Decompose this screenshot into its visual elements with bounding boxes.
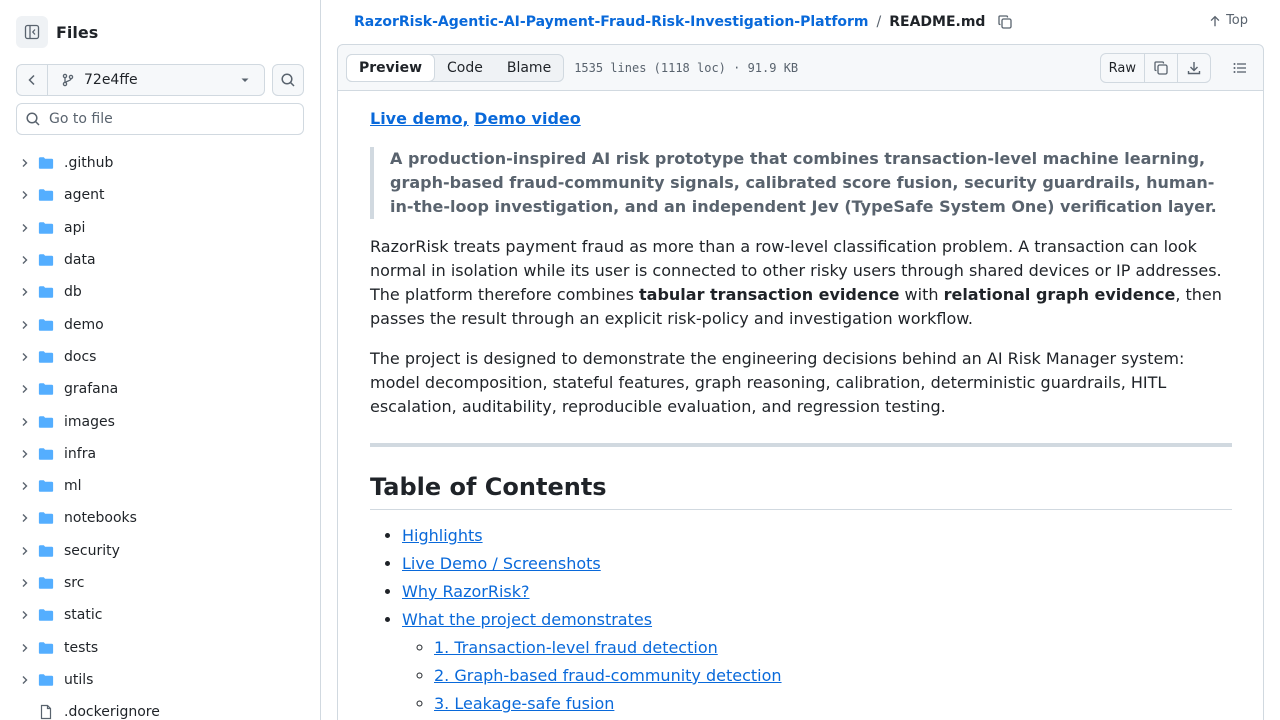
tree-item-label: ml [64, 478, 82, 495]
caret-down-icon [240, 75, 250, 85]
copy-path-button[interactable] [997, 14, 1013, 30]
branch-row [16, 64, 304, 96]
tree-folder[interactable] [0, 502, 320, 534]
tree-item-label: tests [64, 639, 99, 656]
tree-folder[interactable] [0, 341, 320, 373]
main-content [321, 0, 1280, 720]
chevron-right-icon[interactable] [19, 512, 31, 524]
chevron-right-icon[interactable] [19, 674, 31, 686]
toc-item [402, 578, 1232, 606]
search-icon [25, 111, 41, 127]
file-tools [1100, 53, 1211, 83]
table-of-contents [370, 522, 1232, 718]
file-header [337, 44, 1264, 91]
tree-item-label: docs [64, 348, 97, 365]
view-mode-tabs [346, 54, 564, 82]
tree-folder[interactable] [0, 244, 320, 276]
intro-text-1: RazorRisk treats payment fraud as more than a row-level classification problem. A transaction can look normal in isolation while its user is connected to other risky users through shared devices or IP addresses. The platform therefore combines [370, 237, 1222, 304]
demo-video-link[interactable]: Demo video [474, 109, 581, 128]
outline-button[interactable] [1227, 55, 1253, 81]
top-label: Top [1226, 13, 1248, 28]
readme-body [370, 107, 1232, 718]
chevron-right-icon[interactable] [19, 286, 31, 298]
breadcrumb-separator: / [876, 14, 882, 30]
chevron-right-icon[interactable] [19, 157, 31, 169]
branch-selector[interactable] [48, 65, 264, 95]
tree-folder[interactable] [0, 276, 320, 308]
intro-bold-1: tabular transaction evidence [639, 285, 900, 304]
tree-item-label: agent [64, 187, 105, 204]
chevron-right-icon[interactable] [19, 351, 31, 363]
readme-container [337, 91, 1264, 720]
tree-folder[interactable] [0, 373, 320, 405]
breadcrumb [321, 0, 1264, 44]
toc-subitem [434, 690, 1232, 718]
toc-link-live-demo[interactable]: Live Demo / Screenshots [402, 554, 601, 573]
folder-icon [38, 672, 54, 688]
tree-folder[interactable] [0, 567, 320, 599]
live-demo-link[interactable]: Live demo, [370, 109, 469, 128]
toc-item [402, 550, 1232, 578]
tree-item-label: .dockerignore [64, 704, 160, 720]
search-button[interactable] [272, 64, 304, 96]
tree-folder[interactable] [0, 212, 320, 244]
list-outline-icon [1232, 60, 1248, 76]
chevron-right-icon[interactable] [19, 545, 31, 557]
arrow-up-icon [1208, 14, 1222, 28]
tree-folder[interactable] [0, 147, 320, 179]
tree-folder[interactable] [0, 535, 320, 567]
design-paragraph: The project is designed to demonstrate the engineering decisions behind an AI Risk Manager system: model decomposition, stateful features, graph reasoning, calibration, deterministic guardrails, HITL escalation, auditability, reproducible evaluation, and regression testing. [370, 349, 1185, 416]
tab-blame[interactable]: Blame [506, 59, 552, 76]
tab-code[interactable]: Code [447, 59, 483, 76]
tree-item-label: notebooks [64, 510, 137, 527]
folder-icon [38, 640, 54, 656]
folder-icon [38, 510, 54, 526]
file-meta: 1535 lines (1118 loc) · 91.9 KB [574, 60, 799, 75]
chevron-right-icon[interactable] [19, 642, 31, 654]
tree-item-label: demo [64, 316, 104, 333]
folder-icon [38, 446, 54, 462]
intro-text-3: , then passes the result through an explicit risk-policy and investigation workflow. [370, 285, 1222, 328]
folder-icon [38, 575, 54, 591]
tree-folder[interactable] [0, 599, 320, 631]
download-icon [1186, 60, 1202, 76]
tree-folder[interactable] [0, 470, 320, 502]
branch-group [16, 64, 265, 96]
chevron-right-icon[interactable] [19, 383, 31, 395]
tree-item-label: .github [64, 155, 114, 172]
tree-item-label: infra [64, 445, 97, 462]
folder-icon [38, 317, 54, 333]
copy-icon [1153, 60, 1169, 76]
chevron-right-icon[interactable] [19, 577, 31, 589]
go-to-file-field[interactable] [16, 103, 304, 135]
chevron-right-icon[interactable] [19, 448, 31, 460]
folder-icon [38, 349, 54, 365]
toc-link-fusion[interactable]: 3. Leakage-safe fusion [434, 694, 615, 713]
toc-item [402, 606, 1232, 718]
tab-preview[interactable]: Preview [346, 54, 435, 82]
download-button[interactable] [1178, 54, 1210, 82]
tree-item-label: security [64, 542, 120, 559]
collapse-sidebar-button[interactable] [16, 16, 48, 48]
folder-icon [38, 414, 54, 430]
folder-icon [38, 543, 54, 559]
search-icon [280, 72, 296, 88]
toc-link-graph[interactable]: 2. Graph-based fraud-community detection [434, 666, 782, 685]
folder-icon [38, 607, 54, 623]
tree-folder[interactable] [0, 179, 320, 211]
tree-folder[interactable] [0, 405, 320, 437]
toc-sublist [402, 634, 1232, 718]
tree-item-label: src [64, 575, 85, 591]
tree-folder[interactable] [0, 308, 320, 340]
raw-button[interactable]: Raw [1101, 54, 1145, 82]
chevron-right-icon[interactable] [19, 222, 31, 234]
toc-link-why[interactable]: Why RazorRisk? [402, 582, 530, 601]
copy-raw-button[interactable] [1145, 54, 1178, 82]
branch-name: 72e4ffe [84, 72, 138, 88]
folder-icon [38, 220, 54, 236]
intro-paragraph [370, 235, 1232, 331]
toc-link-demonstrates[interactable]: What the project demonstrates [402, 610, 653, 629]
tree-folder[interactable] [0, 438, 320, 470]
intro-text-2: with [899, 285, 944, 304]
sidebar-collapse-icon [24, 24, 40, 40]
folder-icon [38, 381, 54, 397]
folder-icon [38, 155, 54, 171]
tree-item-label: grafana [64, 381, 119, 398]
chevron-right-icon[interactable] [19, 480, 31, 492]
intro-bold-2: relational graph evidence [943, 285, 1176, 304]
tree-folder[interactable] [0, 631, 320, 663]
toc-subitem [434, 634, 1232, 662]
tree-item-label: images [64, 413, 115, 430]
horizontal-rule [370, 443, 1232, 447]
folder-icon [38, 187, 54, 203]
top-button[interactable] [1208, 13, 1248, 28]
tagline-quote: A production-inspired AI risk prototype that combines transaction-level machine learning, graph-based fraud-community signals, calibrated score fusion, security guardrails, human-in-the-loop investigation, and an independent Jev (TypeSafe System One) verification layer. [370, 147, 1232, 219]
folder-icon [38, 478, 54, 494]
toc-subitem [434, 662, 1232, 690]
chevron-right-icon[interactable] [19, 319, 31, 331]
git-commit-icon [60, 72, 76, 88]
file-tree [0, 147, 320, 720]
chevron-left-icon [24, 72, 40, 88]
toc-link-transaction[interactable]: 1. Transaction-level fraud detection [434, 638, 718, 657]
sidebar-title: Files [56, 22, 99, 42]
tree-item-label: static [64, 607, 103, 624]
file-name: README.md [889, 14, 986, 30]
repo-link[interactable]: RazorRisk-Agentic-AI-Payment-Fraud-Risk-Investigation-Platform [354, 14, 869, 30]
file-tree-sidebar [0, 0, 321, 720]
chevron-right-icon[interactable] [19, 189, 31, 201]
demo-links [370, 107, 1232, 131]
toc-item [402, 522, 1232, 550]
toc-link-highlights[interactable]: Highlights [402, 526, 483, 545]
go-to-file-input[interactable] [49, 111, 289, 127]
toc-heading: Table of Contents [370, 471, 1232, 510]
tree-item-label: utils [64, 671, 94, 688]
tree-item-label: data [64, 252, 96, 269]
file-icon [38, 704, 54, 720]
copy-icon [997, 14, 1013, 30]
folder-icon [38, 284, 54, 300]
chevron-right-icon[interactable] [19, 609, 31, 621]
tree-file[interactable] [0, 696, 320, 720]
folder-icon [38, 252, 54, 268]
tree-folder[interactable] [0, 664, 320, 696]
back-button[interactable] [17, 65, 48, 95]
tree-item-label: db [64, 284, 82, 301]
chevron-right-icon[interactable] [19, 416, 31, 428]
tree-item-label: api [64, 219, 86, 236]
sidebar-header [16, 16, 98, 48]
chevron-right-icon[interactable] [19, 254, 31, 266]
